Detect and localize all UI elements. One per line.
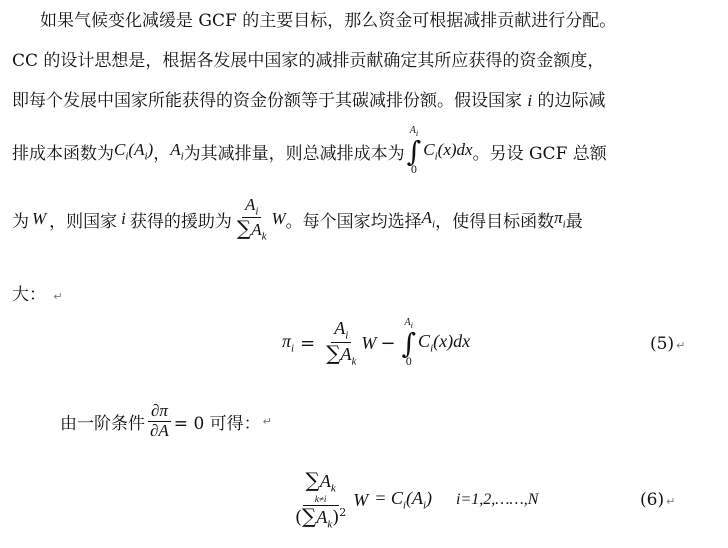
paragraph-line-2: [12, 46, 604, 71]
line-4-text-a: 排成本函数为: [12, 143, 114, 164]
line-1-text: 如果气候变化减缓是 GCF 的主要目标，那么资金可根据减排贡献进行分配。: [40, 11, 617, 31]
line-5-text-b: ，则国家: [49, 211, 118, 232]
paragraph-line-3: [12, 86, 606, 111]
integral-total-cost: $A_i$ ∫ 0: [406, 125, 422, 177]
partial-derivative: $\frac{\partial\pi}{\partial A}$: [147, 402, 172, 440]
paragraph-mark: ↵: [53, 290, 63, 303]
paragraph-line-4: 排成本函数为 $C_i(A_i)$ ， $A_i$ 为其减排量，则总减排成本为 $A_i$ ∫ 0 $C_i(x)dx$ 。另设 GCF 总额: [12, 125, 607, 177]
paragraph-line-6: [12, 280, 63, 305]
line-5-text-a: 为: [12, 211, 29, 232]
var-i: i: [527, 91, 533, 110]
paragraph-line-1: [40, 6, 616, 31]
aid-fraction: $\frac{A_i}{\sum A_k}$: [236, 195, 267, 243]
var-Ai: $A_i$: [170, 139, 184, 163]
index-range: i=1,2,……,N: [456, 491, 539, 509]
line-4-text-c: 。另设 GCF 总额: [472, 143, 607, 164]
line-2-text: CC 的设计思想是，根据各发展中国家的减排贡献确定其所应获得的资金额度，: [12, 51, 605, 71]
var-pi: $\pi_i$: [554, 208, 566, 231]
line-3-text-a: 即每个发展中国家所能获得的资金份额等于其碳减排份额。假设国家: [12, 91, 522, 111]
cost-function: $C_i(A_i)$: [114, 139, 154, 163]
line-6-text: 大：: [12, 285, 46, 305]
line-3-text-b: 的边际减: [537, 91, 606, 111]
paragraph-line-5: 为 W ，则国家 i 获得的援助为 $\frac{A_i}{\sum A_k}$ W 。每个国家均选择 $A_i$ ，使得目标函数 $\pi_i$ 最: [12, 195, 583, 243]
condition-text-a: 由一阶条件: [60, 413, 145, 434]
line-5-text-e: ，使得目标函数: [435, 211, 555, 232]
var-W: W: [32, 209, 47, 229]
first-order-condition: 由一阶条件 $\frac{\partial\pi}{\partial A}$ = 0 可得： ↵: [60, 401, 272, 440]
integrand: $C_i(x)dx$: [423, 139, 473, 163]
equation-5: $\pi_i$ = $\frac{A_i}{\sum A_k}$ W − $A_i$ ∫ 0 $C_i(x)dx$: [282, 317, 471, 369]
equation-number-6: (6) ↵: [640, 490, 676, 510]
eq5-integral: $A_i$ ∫ 0: [401, 317, 417, 369]
line-4-text-b: 为其减排量，则总减排成本为: [183, 143, 405, 164]
equation-6: $\sum A_k$ k≠i $(\sum A_k)^2$ W = $C_i(A_i)$ i=1,2,……,N: [290, 470, 538, 530]
var-i-2: i: [121, 209, 126, 229]
condition-text-b: = 0 可得：: [173, 413, 261, 434]
eq5-fraction: $\frac{A_i}{\sum A_k}$: [326, 317, 357, 368]
line-5-text-f: 最: [565, 211, 583, 232]
line-5-text-d: 。每个国家均选择: [285, 211, 422, 232]
equation-number-5: (5) ↵: [650, 334, 686, 354]
eq6-fraction: $\sum A_k$ k≠i $(\sum A_k)^2$: [295, 468, 347, 531]
line-5-text-c: 获得的援助为: [129, 211, 232, 232]
